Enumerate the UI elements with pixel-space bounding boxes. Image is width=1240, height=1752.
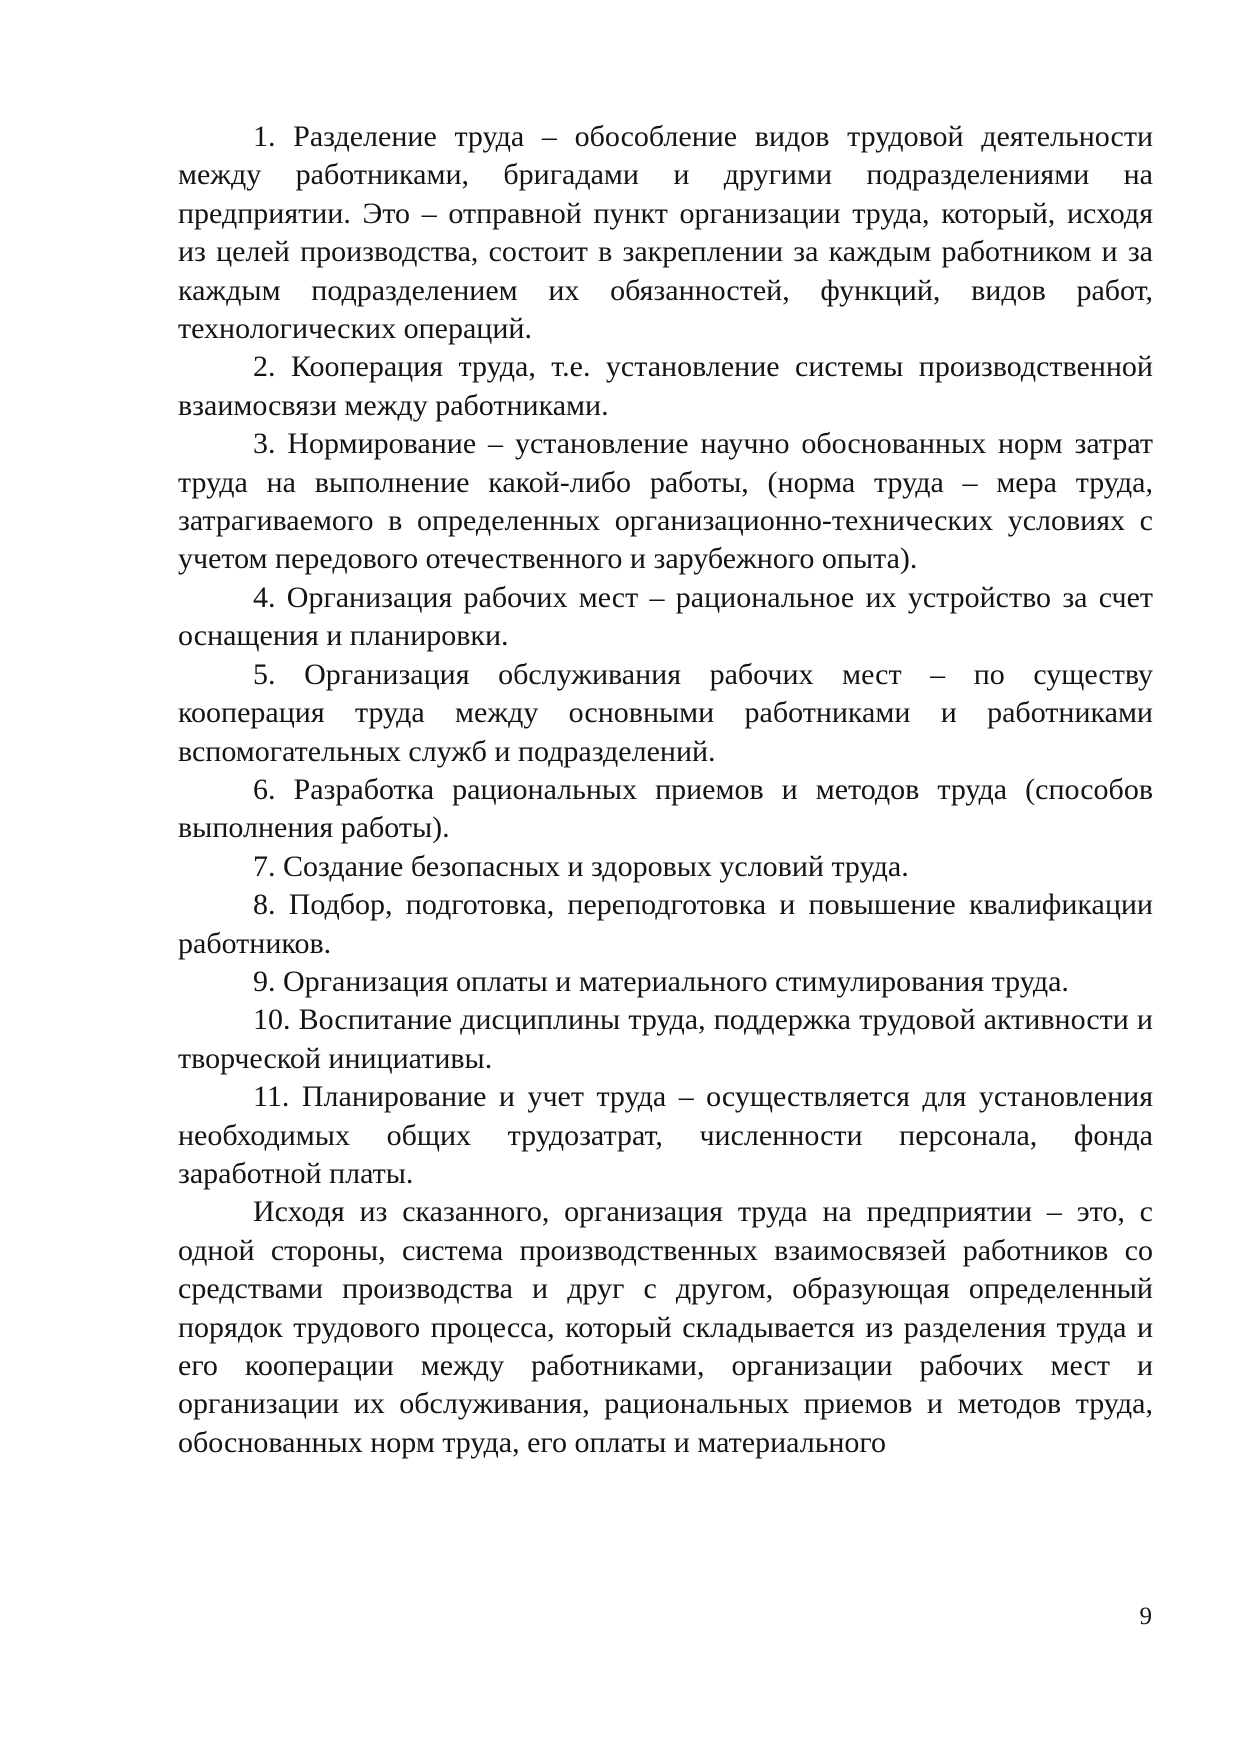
- page-number: 9: [1139, 1603, 1152, 1630]
- paragraph-work-methods: 6. Разработка рациональных приемов и методов труда (способов выполнения работы).: [178, 772, 1153, 845]
- paragraph-remuneration: 9. Организация оплаты и материального стимулирования труда.: [253, 964, 1069, 998]
- paragraph-planning: 11. Планирование и учет труда – осуществляется для установления необходимых общих трудозатрат, численности персонала, фонда заработной платы.: [178, 1080, 1153, 1190]
- paragraph-workplace-service: 5. Организация обслуживания рабочих мест – по существу кооперация труда между основными работниками и работниками вспомогательных служб и подразделений.: [178, 657, 1153, 768]
- page-body: [178, 118, 1153, 1462]
- paragraph-safe-conditions: 7. Создание безопасных и здоровых условий труда.: [253, 849, 909, 883]
- paragraph-training: 8. Подбор, подготовка, переподготовка и повышение квалификации работников.: [178, 888, 1153, 960]
- paragraph-division-of-labor: 1. Разделение труда – обособление видов трудовой деятельности между работниками, бригадами и другими подразделениями на предприятии. Это – отправной пункт организации труда, который, исходя из целей производства, состоит в закреплении за каждым работником и за каждым подразделением их обязанностей, функций, видов работ, технологических операций.: [178, 120, 1153, 346]
- paragraph-conclusion: Исходя из сказанного, организация труда на предприятии – это, с одной стороны, система производственных взаимосвязей работников со средствами производства и друг с другом, образующая определенный порядок трудового процесса, который складывается из разделения труда и его кооперации между работниками, организации рабочих мест и организации их обслуживания, рациональных приемов и методов труда, обоснованных норм труда, его оплаты и материального: [178, 1195, 1153, 1459]
- paragraph-norming: 3. Нормирование – установление научно обоснованных норм затрат труда на выполнение какой-либо работы, (норма труда – мера труда, затрагиваемого в определенных организационно-технических условиях с учетом передового отечественного и зарубежного опыта).: [178, 427, 1153, 576]
- paragraph-workplace-organization: 4. Организация рабочих мест – рациональное их устройство за счет оснащения и планировки.: [178, 580, 1153, 653]
- paragraph-cooperation-of-labor: 2. Кооперация труда, т.е. установление системы производственной взаимосвязи между работниками.: [178, 350, 1153, 422]
- paragraph-discipline: 10. Воспитание дисциплины труда, поддержка трудовой активности и творческой инициативы.: [178, 1003, 1153, 1075]
